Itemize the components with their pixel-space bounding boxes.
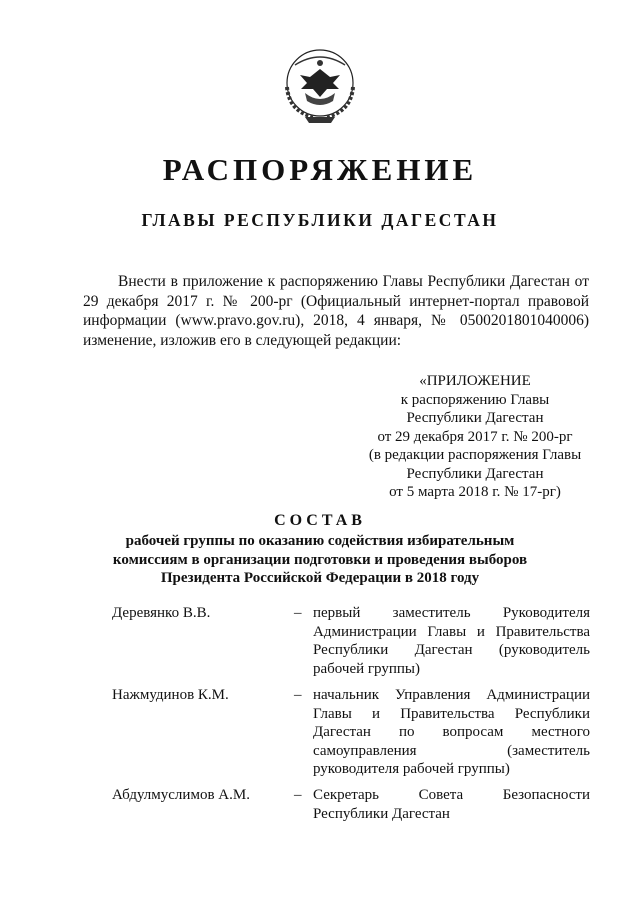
member-dash: – <box>294 605 302 621</box>
document-title: РАСПОРЯЖЕНИЕ <box>162 152 478 187</box>
composition-desc-line: Президента Российской Федерации в 2018 году <box>160 570 480 586</box>
composition-desc-line: рабочей группы по оказанию содействия избирательным <box>125 533 515 549</box>
member-dash: – <box>294 687 302 703</box>
member-dash: – <box>294 787 302 803</box>
appendix-line: Республики Дагестан <box>406 410 544 426</box>
appendix-line: Республики Дагестан <box>406 465 544 482</box>
member-name: Абдулмуслимов А.М. <box>112 787 250 803</box>
member-name: Нажмудинов К.М. <box>112 687 229 703</box>
member-name: Деревянко В.В. <box>112 605 211 621</box>
appendix-line: «ПРИЛОЖЕНИЕ <box>419 373 531 389</box>
intro-paragraph <box>83 272 589 350</box>
dagestan-coat-of-arms-icon <box>275 45 365 125</box>
composition-description <box>0 532 640 588</box>
composition-title: СОСТАВ <box>274 512 366 529</box>
document-subtitle: ГЛАВЫ РЕСПУБЛИКИ ДАГЕСТАН <box>141 210 499 230</box>
appendix-line: к распоряжению Главы <box>400 391 550 408</box>
member-role: первый заместитель Руководителя Администрации Главы и Правительства Республики Дагестан (руководитель рабочей группы) <box>313 605 590 677</box>
appendix-line: от 29 декабря 2017 г. № 200-рг <box>377 428 573 445</box>
composition-desc-line: комиссиям в организации подготовки и проведения выборов <box>112 551 528 568</box>
member-role: начальник Управления Администрации Главы и Правительства Республики Дагестан по вопросам местного самоуправления (заместитель руководителя рабочей группы) <box>313 687 590 777</box>
appendix-line: (в редакции распоряжения Главы <box>368 447 582 463</box>
appendix-line: от 5 марта 2018 г. № 17-рг) <box>389 484 561 500</box>
member-role: Секретарь Совета Безопасности Республики Дагестан <box>313 787 590 822</box>
appendix-block <box>355 372 595 502</box>
intro-text: Внести в приложение к распоряжению Главы Республики Дагестан от 29 декабря 2017 г. № 200-рг (Официальный интернет-портал правовой информации (www.pravo.gov.ru), 2018, 4 января, № 0500201801040006) изменение, изложив его в следующей редакции: <box>83 273 589 349</box>
